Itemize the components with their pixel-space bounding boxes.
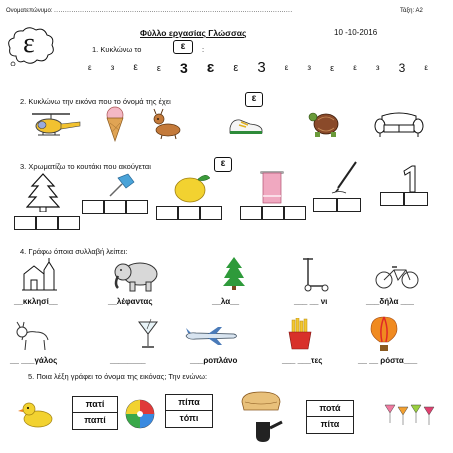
syllable-cell[interactable]	[337, 198, 361, 212]
q3-cells-3	[156, 206, 222, 220]
seq-letter[interactable]: ε	[424, 63, 428, 72]
syllable-cell[interactable]	[156, 206, 178, 220]
seq-letter[interactable]: ε	[284, 63, 289, 72]
q3-cells-6	[380, 192, 428, 206]
syllable-cell[interactable]	[380, 192, 404, 206]
q4-word[interactable]: ___ροπλάνο	[190, 356, 238, 365]
word-choice[interactable]: πίπα	[165, 394, 213, 411]
seq-letter[interactable]: 3	[398, 60, 406, 75]
seq-letter[interactable]: 3	[179, 59, 188, 76]
q1-letter-sequence	[88, 59, 428, 76]
cocktail-glass-icon	[138, 318, 158, 350]
class-label: Τάξη: Α2	[400, 8, 423, 14]
number-one-icon	[398, 164, 420, 194]
pipe-icon	[252, 418, 284, 446]
q3-cells-5	[313, 198, 361, 212]
q1-colon: :	[202, 45, 205, 54]
scooter-icon	[300, 256, 330, 292]
syllable-cell[interactable]	[200, 206, 222, 220]
word-choice[interactable]: ποτά	[306, 400, 354, 417]
seq-letter[interactable]: ε	[233, 61, 239, 74]
seq-letter[interactable]: з	[307, 63, 312, 72]
q3-instruction: 3. Χρωματίζω το κουτάκι που ακούγεται	[20, 162, 151, 171]
seq-letter[interactable]: ɛ	[206, 59, 215, 76]
name-line: Ονοματεπώνυμο: ..............................................................................................................	[6, 8, 293, 14]
page-title: Φύλλο εργασίας Γλώσσας	[140, 28, 247, 38]
q5-word-group-2	[165, 394, 213, 428]
fries-icon	[286, 318, 314, 350]
q2-instruction: 2. Κυκλώνω την εικόνα που το όνομά της έχει	[20, 97, 171, 106]
lemon-icon	[172, 172, 212, 204]
helicopter-icon[interactable]	[24, 110, 84, 140]
balloon-icon	[370, 316, 398, 352]
seq-letter[interactable]: 3	[257, 59, 266, 76]
seq-letter[interactable]: ε	[133, 62, 138, 73]
word-choice[interactable]: παπί	[72, 413, 118, 430]
q1-instruction: 1. Κυκλώνω το	[92, 45, 142, 54]
q2-letter-box: ε	[245, 92, 263, 107]
sneaker-icon[interactable]	[228, 114, 264, 136]
elephant-icon	[112, 258, 160, 292]
q4-word[interactable]: ________	[110, 356, 146, 365]
syllable-cell[interactable]	[404, 192, 428, 206]
q4-word[interactable]: ___δήλα ___	[366, 297, 414, 306]
seq-letter[interactable]: ε	[353, 63, 357, 72]
q4-word[interactable]: __ __ ρόστα___	[358, 356, 418, 365]
q4-word[interactable]: __ ___γάλος	[10, 356, 58, 365]
seq-letter[interactable]: ε	[156, 62, 161, 73]
word-choice[interactable]: πίτα	[306, 417, 354, 434]
syllable-cell[interactable]	[36, 216, 58, 230]
pie-icon	[240, 390, 282, 412]
syllable-cell[interactable]	[58, 216, 80, 230]
q4-word[interactable]: ___ ___τες	[282, 356, 323, 365]
bicycle-icon	[374, 262, 420, 290]
towel-icon	[258, 168, 286, 206]
cloud-letter: ε	[23, 28, 35, 59]
turtle-icon[interactable]	[308, 108, 342, 138]
pushpin-icon	[104, 172, 140, 200]
word-choice[interactable]: πατί	[72, 396, 118, 413]
seq-letter[interactable]: з	[110, 63, 115, 72]
q3-cells-4	[240, 206, 306, 220]
pen-icon	[330, 160, 360, 194]
seq-letter[interactable]: ε	[88, 63, 92, 72]
q4-instruction: 4. Γράφω όποια συλλαβή λείπει:	[20, 247, 128, 256]
syllable-cell[interactable]	[178, 206, 200, 220]
word-choice[interactable]: τόπι	[165, 411, 213, 428]
q3-cells-2	[82, 200, 148, 214]
church-icon	[20, 258, 58, 292]
q5-word-group-1	[72, 396, 118, 430]
name-label: Ονοματεπώνυμο:	[6, 8, 53, 14]
goat-icon	[14, 320, 54, 352]
deer-icon[interactable]	[150, 108, 184, 140]
letter-cloud	[6, 26, 56, 66]
q5-instruction: 5. Ποια λέξη γράφει το όνομα της εικόνας; Την ενώνω:	[28, 372, 208, 381]
q4-word[interactable]: __κκλησί__	[14, 297, 58, 306]
syllable-cell[interactable]	[104, 200, 126, 214]
sofa-icon[interactable]	[374, 110, 424, 138]
date: 10 -10-2016	[334, 28, 378, 37]
syllable-cell[interactable]	[82, 200, 104, 214]
syllable-cell[interactable]	[262, 206, 284, 220]
q5-word-group-3	[306, 400, 354, 434]
syllable-cell[interactable]	[14, 216, 36, 230]
airplane-icon	[184, 326, 240, 346]
syllable-cell[interactable]	[126, 200, 148, 214]
q4-word[interactable]: __λα__	[212, 297, 240, 306]
q1-letter-box: ε	[173, 40, 193, 54]
syllable-cell[interactable]	[240, 206, 262, 220]
q4-word[interactable]: ___ __ νι	[294, 297, 328, 306]
syllable-cell[interactable]	[284, 206, 306, 220]
q3-letter-box: ε	[214, 157, 232, 172]
duck-icon	[18, 400, 54, 428]
seq-letter[interactable]: з	[375, 63, 380, 72]
q4-word[interactable]: __λέφαντας	[108, 297, 153, 306]
q3-cells-1	[14, 216, 80, 230]
drinks-icon	[384, 402, 436, 428]
syllable-cell[interactable]	[313, 198, 337, 212]
tree-icon	[222, 256, 246, 290]
ice-cream-icon[interactable]	[104, 106, 126, 142]
christmas-tree-icon	[26, 172, 60, 212]
beach-ball-icon	[122, 398, 158, 430]
seq-letter[interactable]: ε	[330, 62, 335, 73]
